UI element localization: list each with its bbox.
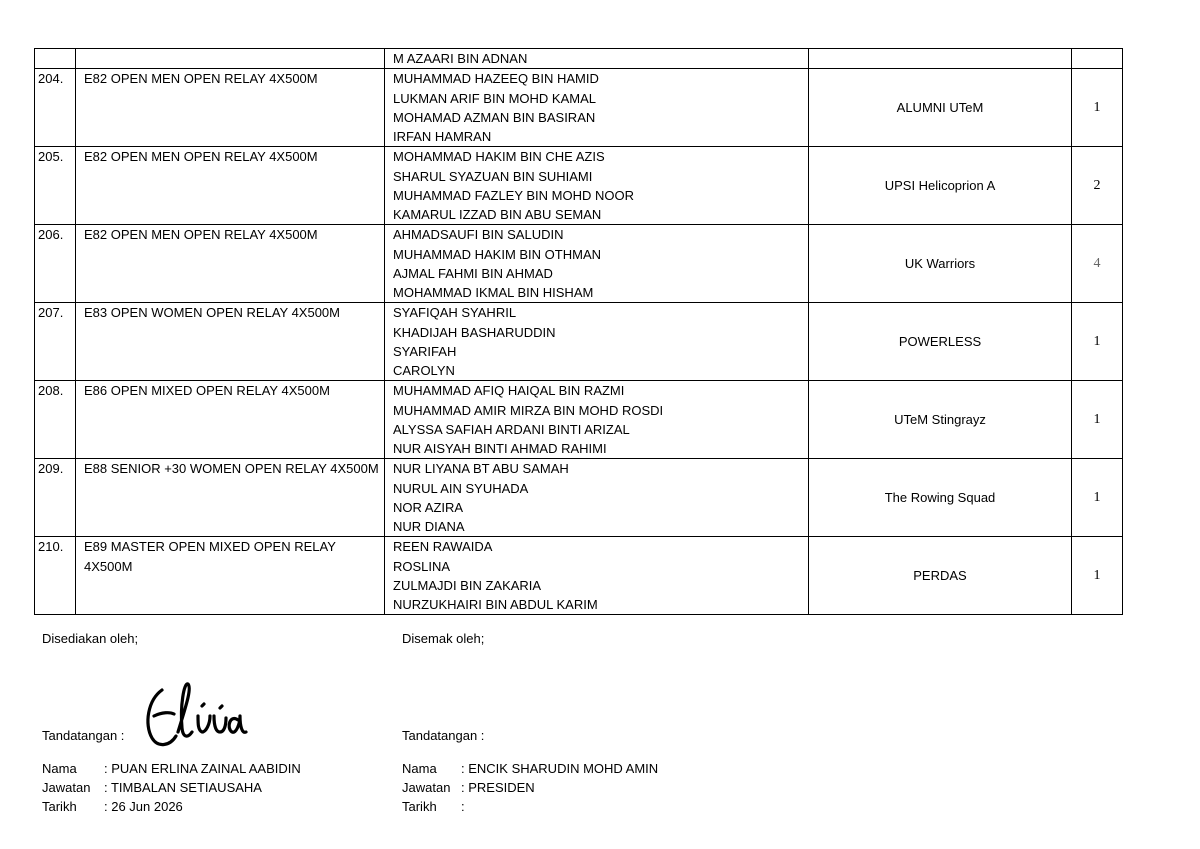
left-date-value: : 26 Jun 2026 [104,799,183,814]
participant-name: ROSLINA [393,558,451,574]
participant-name: CAROLYN [393,363,455,378]
cell-rank: 1 [1072,69,1123,147]
cell-rank: 2 [1072,147,1123,225]
participant-name: NUR AISYAH BINTI AHMAD RAHIMI [393,441,607,456]
cell-no: 209. [35,459,76,537]
cell-club: POWERLESS [809,303,1072,381]
left-date-label: Tarikh [42,799,77,814]
table-row [35,537,1123,615]
left-name-label: Nama [42,761,77,776]
table-row [35,303,1123,381]
cell-no: 207. [35,303,76,381]
participant-name: MOHAMAD AZMAN BIN BASIRAN [393,109,596,125]
checked-by-heading: Disemak oleh; [402,631,485,646]
cell-event: E82 OPEN MEN OPEN RELAY 4X500M [76,69,385,147]
cell-club: UPSI Helicoprion A [809,147,1072,225]
participant-name: ALYSSA SAFIAH ARDANI BINTI ARIZAL [393,421,630,437]
cell-rank: 1 [1072,459,1123,537]
cell-no: 208. [35,381,76,459]
table-row [35,69,1123,147]
results-table [34,48,1123,615]
cell-event: E82 OPEN MEN OPEN RELAY 4X500M [76,225,385,303]
right-name-label: Nama [402,761,437,776]
cell-club [809,49,1072,69]
cell-no: 206. [35,225,76,303]
table-row [35,381,1123,459]
cell-names [385,381,809,459]
participant-name: MUHAMMAD HAKIM BIN OTHMAN [393,246,601,262]
participant-name: AHMADSAUFI BIN SALUDIN [393,227,564,243]
participant-name: KHADIJAH BASHARUDDIN [393,324,556,340]
participant-name: MUHAMMAD AFIQ HAIQAL BIN RAZMI [393,383,625,399]
table-row [35,225,1123,303]
cell-club: PERDAS [809,537,1072,615]
left-post-label: Jawatan [42,780,91,795]
participant-name: NURZUKHAIRI BIN ABDUL KARIM [393,597,598,612]
table-row-continued [35,49,1123,69]
cell-event: E83 OPEN WOMEN OPEN RELAY 4X500M [76,303,385,381]
participant-name: AJMAL FAHMI BIN AHMAD [393,265,553,281]
participant-name: NUR DIANA [393,519,465,534]
cell-rank [1072,49,1123,69]
right-post-value: : PRESIDEN [461,780,535,795]
cell-rank: 1 [1072,537,1123,615]
cell-names [385,225,809,303]
left-name-value: : PUAN ERLINA ZAINAL AABIDIN [104,761,301,776]
participant-name: SYARIFAH [393,343,457,359]
cell-club: UK Warriors [809,225,1072,303]
cell-club: ALUMNI UTeM [809,69,1072,147]
cell-event: E82 OPEN MEN OPEN RELAY 4X500M [76,147,385,225]
cell-names [385,537,809,615]
cell-club: The Rowing Squad [809,459,1072,537]
cell-event [76,49,385,69]
participant-name: REEN RAWAIDA [393,539,493,555]
cell-rank: 1 [1072,381,1123,459]
participant-name: KAMARUL IZZAD BIN ABU SEMAN [393,207,602,222]
right-date-value: : [461,799,465,814]
participant-name: MUHAMMAD HAZEEQ BIN HAMID [393,71,599,87]
participant-name: M AZAARI BIN ADNAN [393,51,528,66]
cell-event: E89 MASTER OPEN MIXED OPEN RELAY 4X500M [76,537,385,615]
right-name-value: : ENCIK SHARUDIN MOHD AMIN [461,761,659,776]
participant-name: MOHAMMAD IKMAL BIN HISHAM [393,285,594,300]
cell-event: E88 SENIOR +30 WOMEN OPEN RELAY 4X500M [76,459,385,537]
left-post-value: : TIMBALAN SETIAUSAHA [104,780,262,795]
table-row [35,147,1123,225]
cell-names [385,147,809,225]
results-table-body [35,49,1123,615]
cell-no: 205. [35,147,76,225]
cell-rank: 1 [1072,303,1123,381]
participant-name: IRFAN HAMRAN [393,129,492,144]
left-sign-label: Tandatangan : [42,728,125,743]
participant-name: LUKMAN ARIF BIN MOHD KAMAL [393,90,596,106]
participant-name: MUHAMMAD AMIR MIRZA BIN MOHD ROSDI [393,402,664,418]
cell-event: E86 OPEN MIXED OPEN RELAY 4X500M [76,381,385,459]
right-sign-label: Tandatangan : [402,728,485,743]
right-post-label: Jawatan [402,780,451,795]
cell-rank: 4 [1072,225,1123,303]
signature-image [140,676,250,756]
participant-name: MOHAMMAD HAKIM BIN CHE AZIS [393,149,605,165]
cell-club: UTeM Stingrayz [809,381,1072,459]
participant-name: ZULMAJDI BIN ZAKARIA [393,577,542,593]
cell-no: 210. [35,537,76,615]
prepared-by-heading: Disediakan oleh; [42,631,139,646]
cell-names [385,303,809,381]
cell-names [385,49,809,69]
cell-names [385,459,809,537]
participant-name: MUHAMMAD FAZLEY BIN MOHD NOOR [393,187,635,203]
participant-name: SYAFIQAH SYAHRIL [393,305,517,321]
participant-name: NUR LIYANA BT ABU SAMAH [393,461,569,477]
participant-name: SHARUL SYAZUAN BIN SUHIAMI [393,168,593,184]
right-date-label: Tarikh [402,799,437,814]
cell-names [385,69,809,147]
table-row [35,459,1123,537]
participant-name: NOR AZIRA [393,499,464,515]
cell-no: 204. [35,69,76,147]
cell-no [35,49,76,69]
participant-name: NURUL AIN SYUHADA [393,480,529,496]
